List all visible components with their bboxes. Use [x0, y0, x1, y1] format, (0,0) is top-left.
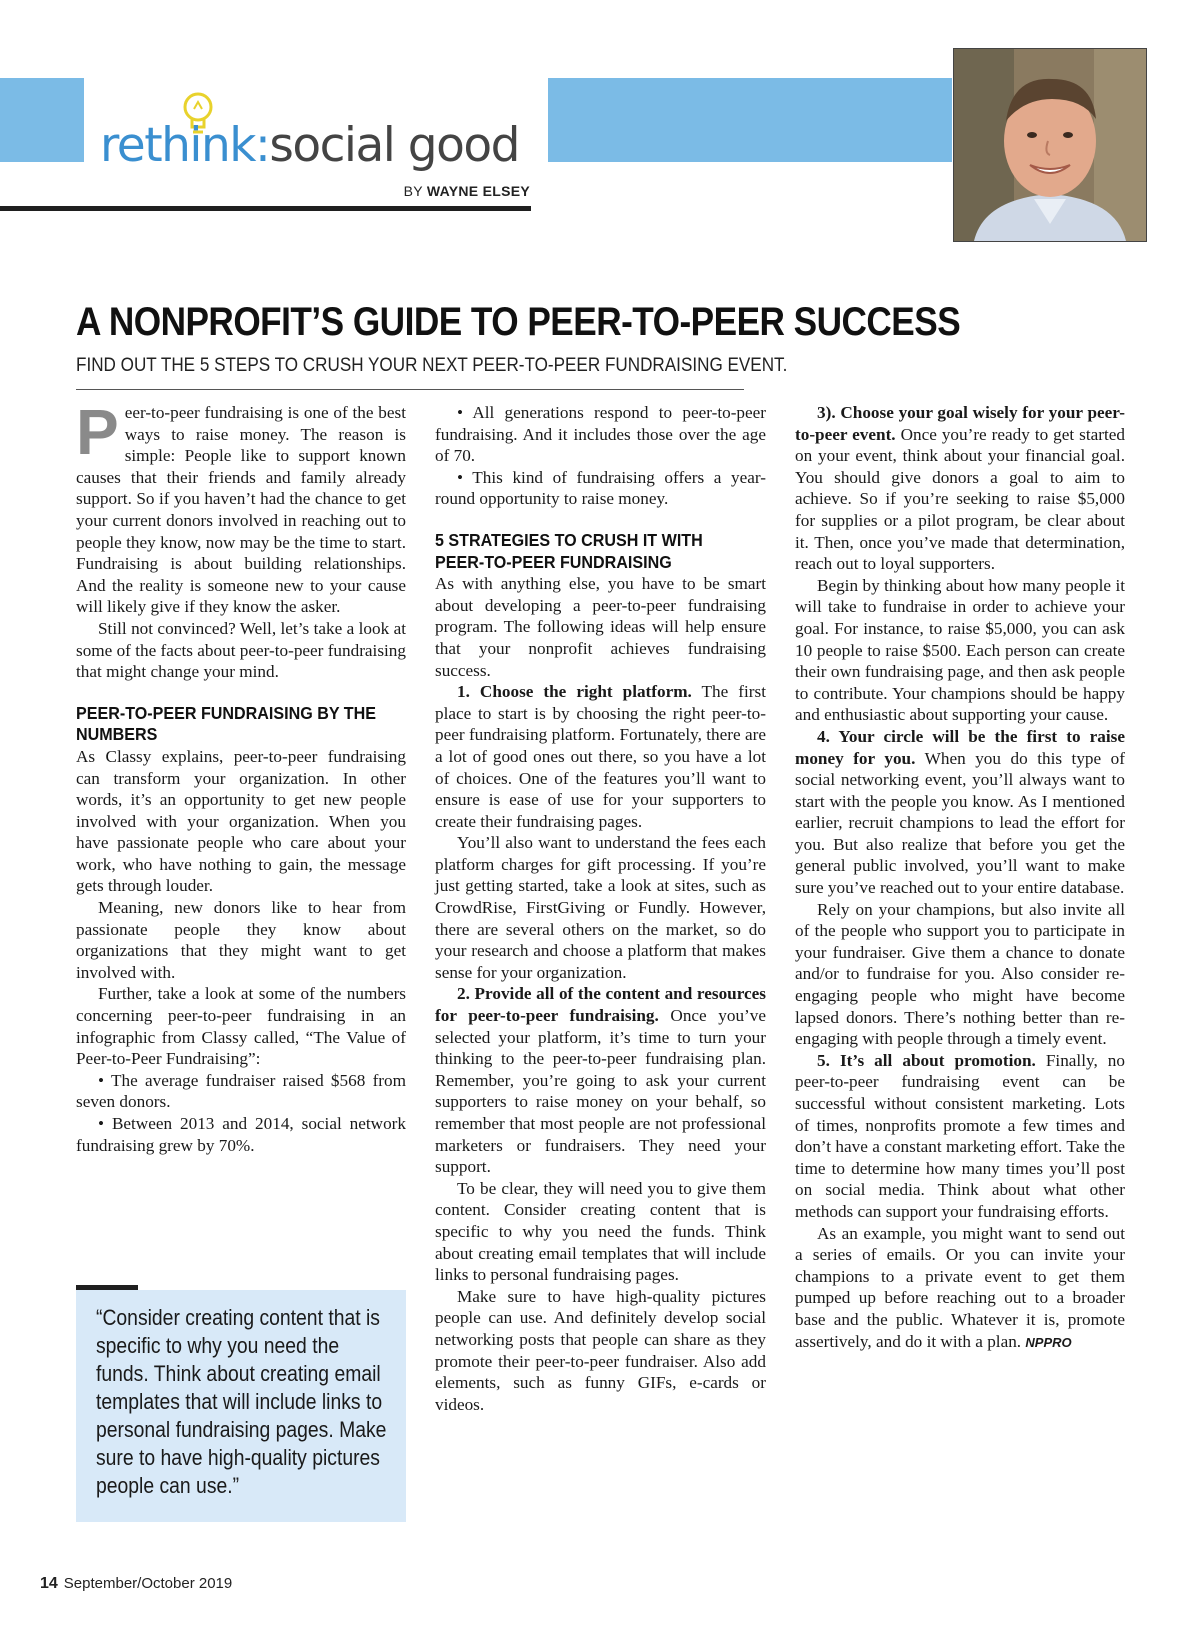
- page-number: 14: [40, 1575, 58, 1592]
- section-heading: PEER-TO-PEER FUNDRAISING BY THE NUMBERS: [76, 702, 376, 745]
- paragraph-text: Finally, no peer-to-peer fundraising event can be successful without consistent marketing. Lots of times, nonprofits promote a few times and don’t have a constant marketing effort. Take the time to determine how many times you’ll post on social media. Think about what other methods can support your fundraising efforts.: [795, 1050, 1125, 1221]
- paragraph-text: The first place to start is by choosing the right peer-to-peer fundraising platform. Fortunately, there are a lot of good ones out there, so you have a lot of choices. One of the features you’ll want to ensure is ease of use for your supporters to create their fundraising pages.: [435, 682, 766, 831]
- strategy-lead: 1. Choose the right platform.: [457, 682, 692, 702]
- strategy-lead: 5. It’s all about promotion.: [817, 1050, 1036, 1070]
- paragraph: Begin by thinking about how many people it will take to fundraise in order to achieve your goal. For instance, to raise $5,000, you can ask 10 people to raise $500. Each person can create their own fundraising page, and then ask people to contribute. Your champions should be happy and enthusiastic about supporting your cause.: [795, 575, 1125, 725]
- paragraph-text: When you do this type of social networking event, you’ll always want to start with the people you know. As I mentioned earlier, recruit champions to lead the effort for you. But also realize that before you get the general public involved, you’ll want to make sure you’ve reached out to your entire database.: [795, 748, 1125, 898]
- paragraph-text: Once you’re ready to get started on your event, think about your financial goal. You should give donors a goal to aim to achieve. So if you’re seeking to raise $5,000 for supplies or a pilot program, be clear about it. Then, once you’ve made that determination, reach out to loyal supporters.: [795, 424, 1125, 574]
- paragraph-text: As an example, you might want to send out a series of emails. Or you can invite your champions to a private event to get them pumped up before reaching out to a broader base and the public. Whatever it is, promote assertively, and do it with a plan.: [795, 1223, 1125, 1351]
- article-subtitle: FIND OUT THE 5 STEPS TO CRUSH YOUR NEXT PEER-TO-PEER FUNDRAISING EVENT.: [76, 355, 788, 376]
- paragraph-text: Once you’ve selected your platform, it’s time to turn your thinking to the peer-to-peer fundraising plan. Remember, you’re going to ask your current supporters to raise money on your behalf, so remember that most people are not professional marketers or fundraisers. They need your support.: [435, 1006, 766, 1177]
- strategy-lead: 4. Your circle will be the first to raise money for you.: [795, 726, 1125, 768]
- paragraph: Meaning, new donors like to hear from passionate people they know about organizations that they might want to get involved with.: [76, 898, 406, 982]
- paragraph: As Classy explains, peer-to-peer fundraising can transform your organization. In other words, it’s an opportunity to get new people involved with your organization. When you have passionate people who care about your work, who have nothing to gain, the message gets through louder.: [76, 746, 406, 896]
- header-band-left: [0, 78, 84, 162]
- drop-cap: P: [76, 396, 119, 468]
- title-rule: [76, 389, 744, 390]
- article-title: A NONPROFIT’S GUIDE TO PEER-TO-PEER SUCCESS: [76, 300, 961, 344]
- logo-wordmark: [100, 118, 519, 173]
- logo-text-social-good: social good: [269, 118, 519, 173]
- paragraph: [795, 402, 1125, 575]
- paragraph: [795, 726, 1125, 899]
- publication-signature: NPPRO: [1025, 1334, 1072, 1350]
- strategy-lead: 2. Provide all of the content and resources for peer-to-peer fundraising.: [435, 984, 766, 1026]
- bullet-item: • The average fundraiser raised $568 from seven donors.: [76, 1070, 406, 1112]
- article-column-3: [795, 402, 1125, 1353]
- paragraph-text: eer-to-peer fundraising is one of the best ways to raise money. The reason is simple: People like to support known causes that their friends and family already support. So if you haven’t had the chance to get your current donors involved in reaching out to people they know, now may be the time to start. Fundraising is about building relationships. And the reality is someone new to your cause will likely give if they know the asker.: [76, 403, 406, 617]
- pull-quote-text: “Consider creating content that is specific to why you need the funds. Think about creating email templates that will include links to personal fundraising pages. Make sure to have high-quality pictures people can use.”: [96, 1305, 387, 1498]
- column-logo: [100, 88, 540, 178]
- byline: [404, 183, 530, 199]
- issue-date: September/October 2019: [63, 1575, 233, 1592]
- bullet-item: • All generations respond to peer-to-peer fundraising. And it includes those over the age of 70.: [435, 403, 766, 466]
- author-portrait-illustration: [954, 49, 1146, 241]
- article-column-1: [76, 396, 406, 1156]
- paragraph: [795, 1050, 1125, 1223]
- bullet-item: • Between 2013 and 2014, social network fundraising grew by 70%.: [76, 1114, 406, 1155]
- paragraph: Further, take a look at some of the numbers concerning peer-to-peer fundraising in an infographic from Classy called, “The Value of Peer-to-Peer Fundraising”:: [76, 984, 406, 1069]
- paragraph: Rely on your champions, but also invite all of the people who support you to participate in your fundraiser. Give them a chance to donate and/or to fundraise for you. Also consider re-engaging people who might have become lapsed donors. There’s nothing better than re-engaging with people through a timely event.: [795, 899, 1125, 1049]
- header-rule: [0, 206, 531, 211]
- paragraph: Make sure to have high-quality pictures people can use. And definitely develop social networking posts that people can share as they promote their peer-to-peer fundraiser. Also add elements, such as funny GIFs, e-cards or videos.: [435, 1286, 766, 1414]
- paragraph: [435, 983, 766, 1177]
- paragraph: You’ll also want to understand the fees each platform charges for gift processing. If you’re just getting started, take a look at sites, such as CrowdRise, FirstGiving or Fundly. However, there are several others on the market, so do your research and choose a platform that makes sense for your organization.: [435, 833, 766, 982]
- page-footer: [40, 1575, 232, 1593]
- paragraph: [795, 1223, 1125, 1354]
- paragraph: To be clear, they will need you to give them content. Consider creating content that is specific to why you need the funds. Think about creating email templates that will include links to personal fundraising pages.: [435, 1178, 766, 1285]
- paragraph: Still not convinced? Well, let’s take a look at some of the facts about peer-to-peer fundraising that might change your mind.: [76, 618, 406, 682]
- strategy-lead: 3). Choose your goal wisely for your peer-to-peer event.: [795, 403, 1125, 444]
- article-column-2: [435, 402, 766, 1415]
- section-heading: 5 STRATEGIES TO CRUSH IT WITH PEER-TO-PEER FUNDRAISING: [435, 529, 703, 572]
- logo-text-rethink: rethink:: [100, 118, 270, 173]
- byline-author: WAYNE ELSEY: [426, 183, 530, 199]
- paragraph: [435, 681, 766, 832]
- byline-prefix: BY: [403, 183, 423, 199]
- pull-quote: [76, 1290, 406, 1522]
- author-photo: [953, 48, 1147, 242]
- bullet-item: • This kind of fundraising offers a year-round opportunity to raise money.: [435, 467, 766, 509]
- header-band-right: [548, 78, 952, 162]
- paragraph: As with anything else, you have to be smart about developing a peer-to-peer fundraising program. The following ideas will help ensure that your nonprofit achieves fundraising success.: [435, 574, 766, 680]
- paragraph: [76, 396, 406, 618]
